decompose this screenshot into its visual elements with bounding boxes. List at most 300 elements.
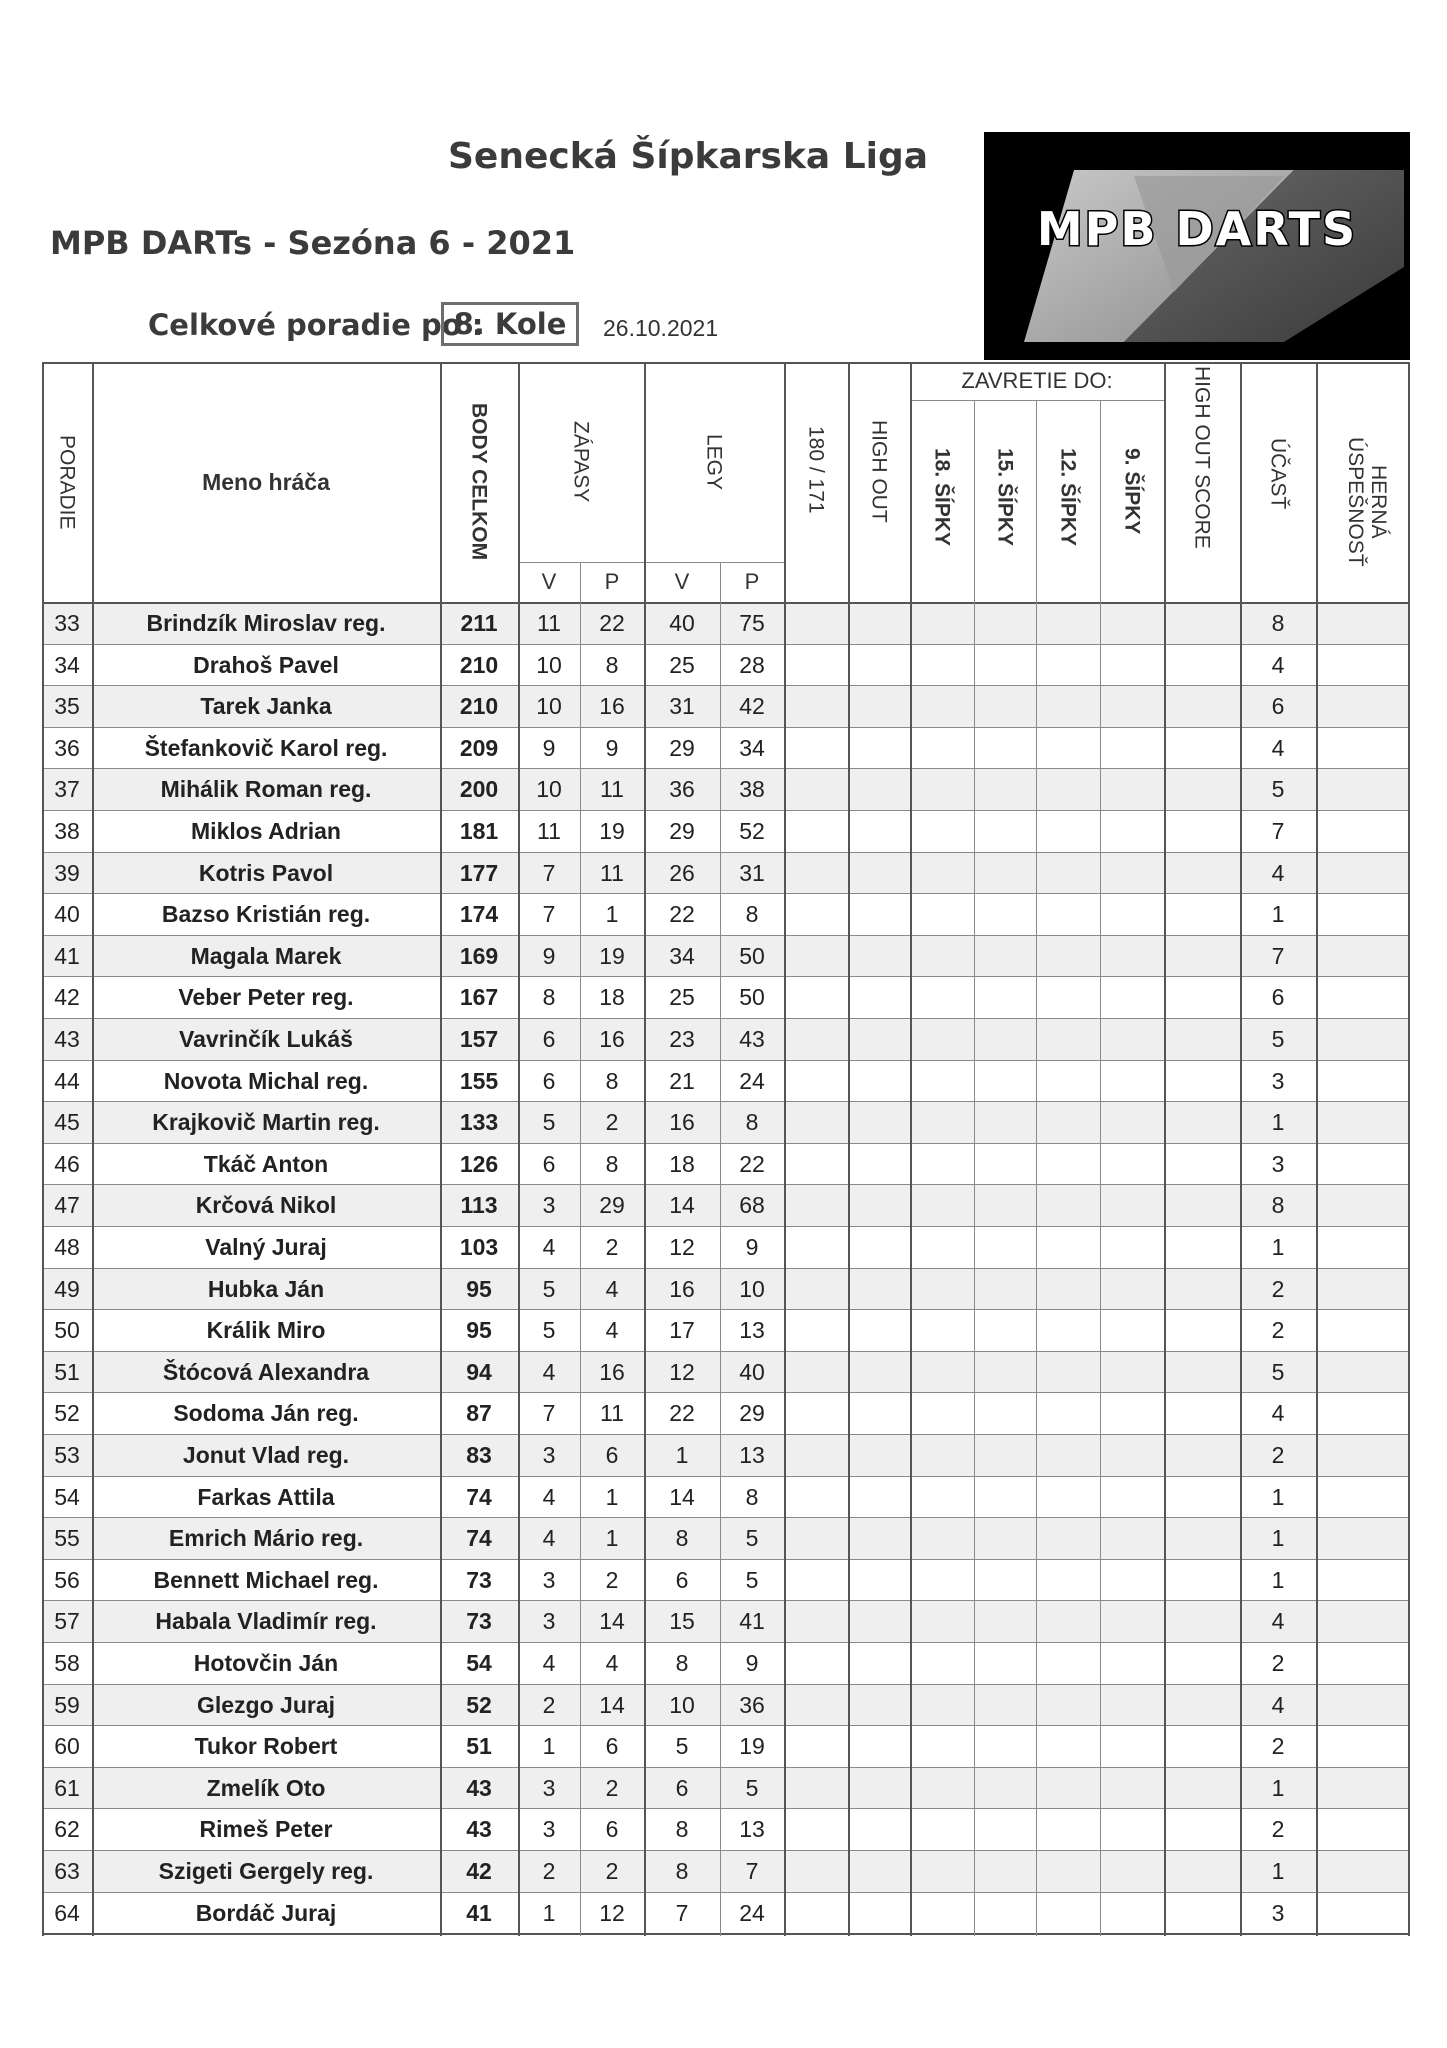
table-row: [42, 893, 1408, 935]
cell-rank: 42: [54, 984, 80, 1011]
cell-lp: 24: [739, 1899, 765, 1926]
cell-points: 200: [459, 776, 499, 803]
table-row: [42, 727, 1408, 769]
page-title: Senecká Šípkarska Liga: [448, 136, 929, 177]
cell-rank: 60: [54, 1733, 80, 1760]
cell-points: 43: [466, 1774, 492, 1801]
cell-ucast: 4: [1271, 734, 1285, 761]
cell-ucast: 6: [1271, 984, 1285, 1011]
cell-mp: 14: [599, 1691, 625, 1718]
cell-name: Bordáč Juraj: [195, 1899, 337, 1926]
cell-rank: 40: [54, 901, 80, 928]
header-legs-won: V: [674, 569, 690, 594]
cell-name: Jonut Vlad reg.: [182, 1442, 350, 1468]
cell-mv: 4: [542, 1483, 556, 1510]
cell-lv: 6: [675, 1774, 689, 1801]
table-row: [42, 976, 1408, 1018]
cell-name: Habala Vladimír reg.: [155, 1608, 377, 1635]
table-row: [42, 1808, 1408, 1850]
cell-points: 210: [459, 651, 499, 678]
cell-points: 167: [459, 984, 499, 1011]
cell-lp: 43: [739, 1026, 765, 1052]
table-row: [42, 1309, 1408, 1351]
cell-mv: 8: [542, 984, 556, 1011]
cell-lp: 36: [739, 1691, 765, 1718]
cell-mv: 10: [536, 651, 562, 678]
cell-lv: 6: [675, 1566, 689, 1593]
cell-ucast: 1: [1271, 1525, 1285, 1552]
cell-rank: 61: [54, 1774, 80, 1801]
header-highout: HIGH OUT: [867, 420, 891, 523]
table-row: [42, 1143, 1408, 1185]
cell-lp: 10: [739, 1275, 765, 1302]
cell-ucast: 1: [1271, 1566, 1285, 1593]
cell-ucast: 3: [1271, 1150, 1285, 1177]
cell-ucast: 4: [1271, 1691, 1285, 1718]
cell-ucast: 5: [1271, 1026, 1285, 1052]
header-9-darts: 9. ŠÍPKY: [1120, 448, 1144, 535]
cell-lv: 23: [669, 1026, 695, 1052]
header-180: 180 / 171: [804, 426, 828, 514]
cell-mp: 16: [599, 693, 625, 720]
cell-lp: 5: [745, 1566, 759, 1593]
cell-lp: 13: [739, 1816, 765, 1843]
cell-mv: 7: [542, 901, 556, 928]
cell-mp: 9: [605, 734, 619, 761]
cell-rank: 49: [54, 1275, 80, 1302]
cell-rank: 52: [54, 1400, 80, 1427]
cell-rank: 50: [54, 1317, 80, 1344]
cell-lv: 22: [669, 901, 695, 928]
cell-lp: 8: [745, 901, 759, 928]
cell-lp: 8: [745, 1483, 759, 1510]
cell-lv: 25: [669, 651, 695, 678]
table-row: [42, 935, 1408, 977]
cell-rank: 36: [54, 734, 80, 761]
cell-lv: 12: [669, 1234, 695, 1260]
cell-lp: 5: [745, 1774, 759, 1801]
cell-points: 74: [466, 1525, 492, 1552]
cell-mv: 3: [542, 1566, 556, 1593]
cell-mp: 29: [599, 1192, 625, 1219]
cell-name: Zmelík Oto: [206, 1774, 326, 1801]
cell-mv: 3: [542, 1608, 556, 1635]
cell-rank: 37: [54, 776, 80, 803]
cell-points: 157: [459, 1026, 499, 1052]
cell-ucast: 1: [1271, 1858, 1285, 1884]
cell-points: 41: [466, 1899, 492, 1926]
cell-ucast: 4: [1271, 859, 1285, 886]
table-row: [42, 1517, 1408, 1559]
cell-ucast: 2: [1271, 1650, 1285, 1676]
table-row: [42, 1101, 1408, 1143]
cell-ucast: 5: [1271, 776, 1285, 803]
cell-points: 94: [466, 1358, 492, 1385]
cell-name: Veber Peter reg.: [178, 984, 354, 1011]
cell-mp: 14: [599, 1608, 625, 1635]
cell-lp: 28: [739, 651, 765, 678]
cell-points: 113: [460, 1192, 498, 1219]
cell-mp: 1: [605, 901, 619, 928]
cell-ucast: 3: [1271, 1899, 1285, 1926]
standings-table: [42, 362, 1408, 1936]
cell-mp: 8: [605, 1067, 619, 1094]
cell-mp: 2: [605, 1109, 619, 1136]
cell-points: 181: [459, 818, 499, 844]
cell-lv: 29: [669, 734, 695, 761]
cell-lp: 7: [745, 1858, 759, 1884]
cell-ucast: 7: [1271, 818, 1285, 844]
cell-rank: 55: [54, 1525, 80, 1552]
header-legs: LEGY: [702, 433, 726, 491]
cell-points: 126: [459, 1150, 499, 1177]
cell-lv: 18: [669, 1150, 695, 1177]
cell-rank: 57: [54, 1608, 80, 1635]
cell-lv: 8: [675, 1816, 689, 1843]
table-row: [42, 768, 1408, 810]
cell-lv: 36: [669, 776, 695, 803]
cell-name: Krčová Nikol: [195, 1192, 337, 1219]
cell-lv: 15: [669, 1608, 695, 1635]
cell-name: Hotovčin Ján: [193, 1650, 339, 1676]
cell-ucast: 4: [1271, 1400, 1285, 1427]
cell-lp: 41: [739, 1608, 765, 1635]
cell-name: Brindzík Miroslav reg.: [146, 610, 386, 636]
cell-points: 87: [466, 1400, 492, 1427]
table-row: [42, 1642, 1408, 1684]
cell-points: 52: [466, 1691, 492, 1718]
cell-lv: 7: [675, 1899, 689, 1926]
cell-mv: 3: [542, 1192, 556, 1219]
cell-lv: 8: [675, 1525, 689, 1552]
cell-lv: 17: [669, 1317, 695, 1344]
mpb-darts-logo: [984, 132, 1410, 360]
cell-mv: 6: [542, 1150, 556, 1177]
cell-points: 42: [466, 1858, 492, 1884]
cell-lv: 26: [669, 859, 695, 886]
cell-rank: 62: [54, 1816, 80, 1843]
cell-mp: 19: [599, 818, 625, 844]
cell-mv: 2: [542, 1858, 556, 1884]
cell-rank: 56: [54, 1566, 80, 1593]
header-close-group: ZAVRETIE DO:: [961, 368, 1113, 393]
header-rank: PORADIE: [55, 434, 79, 530]
cell-lp: 9: [745, 1650, 759, 1676]
cell-lp: 34: [739, 734, 765, 761]
cell-mp: 2: [605, 1566, 619, 1593]
header-attendance: ÚČASŤ: [1266, 438, 1290, 510]
cell-mv: 5: [542, 1275, 556, 1302]
cell-lp: 50: [739, 942, 765, 969]
cell-mv: 5: [542, 1317, 556, 1344]
table-row: [42, 1184, 1408, 1226]
cell-mp: 4: [605, 1650, 619, 1676]
cell-lv: 31: [669, 693, 695, 720]
cell-name: Tukor Robert: [194, 1733, 338, 1760]
cell-lv: 16: [669, 1275, 695, 1302]
cell-points: 73: [466, 1608, 492, 1635]
cell-rank: 47: [54, 1192, 80, 1219]
cell-lp: 31: [739, 859, 765, 886]
table-row: [42, 644, 1408, 686]
cell-rank: 48: [54, 1234, 80, 1260]
cell-lv: 29: [669, 818, 695, 844]
table-row: [42, 1892, 1408, 1934]
cell-ucast: 7: [1271, 942, 1285, 969]
table-row: [42, 602, 1408, 644]
cell-points: 95: [466, 1275, 492, 1302]
table-row: [42, 1476, 1408, 1518]
cell-lv: 8: [675, 1650, 689, 1676]
cell-ucast: 1: [1271, 901, 1285, 928]
cell-lp: 50: [739, 984, 765, 1011]
cell-rank: 45: [54, 1109, 80, 1136]
cell-lp: 29: [739, 1400, 765, 1427]
cell-name: Vavrinčík Lukáš: [179, 1026, 353, 1052]
cell-ucast: 2: [1271, 1733, 1285, 1760]
cell-name: Magala Marek: [190, 942, 342, 969]
cell-mp: 6: [605, 1442, 619, 1468]
cell-rank: 46: [54, 1150, 80, 1177]
cell-mv: 7: [542, 859, 556, 886]
cell-ucast: 3: [1271, 1067, 1285, 1094]
cell-name: Štócová Alexandra: [162, 1358, 370, 1385]
cell-mv: 1: [542, 1733, 556, 1760]
cell-ucast: 2: [1271, 1816, 1285, 1843]
cell-mv: 4: [542, 1234, 556, 1260]
cell-lp: 13: [739, 1317, 765, 1344]
cell-ucast: 8: [1271, 610, 1285, 636]
cell-ucast: 6: [1271, 693, 1285, 720]
cell-ucast: 2: [1271, 1442, 1285, 1468]
cell-name: Sodoma Ján reg.: [173, 1400, 359, 1427]
cell-points: 73: [466, 1566, 492, 1593]
round-label: Celkové poradie po :: [148, 308, 484, 342]
cell-mv: 3: [542, 1774, 556, 1801]
cell-name: Mihálik Roman reg.: [160, 776, 372, 803]
cell-name: Tkáč Anton: [203, 1150, 329, 1177]
cell-ucast: 4: [1271, 651, 1285, 678]
cell-rank: 39: [54, 859, 80, 886]
cell-points: 133: [459, 1109, 499, 1136]
cell-mv: 10: [536, 693, 562, 720]
cell-name: Emrich Mário reg.: [168, 1525, 364, 1552]
cell-lp: 24: [739, 1067, 765, 1094]
cell-lv: 34: [669, 942, 695, 969]
cell-lv: 16: [669, 1109, 695, 1136]
cell-name: Štefankovič Karol reg.: [144, 734, 388, 761]
cell-name: Drahoš Pavel: [193, 651, 339, 678]
header-12-darts: 12. ŠÍPKY: [1056, 448, 1080, 547]
table-row: [42, 1600, 1408, 1642]
cell-lp: 40: [739, 1358, 765, 1385]
table-row: [42, 1725, 1408, 1767]
cell-mv: 1: [542, 1899, 556, 1926]
table-row: [42, 1434, 1408, 1476]
cell-lp: 13: [739, 1442, 765, 1468]
cell-lv: 5: [675, 1733, 689, 1760]
cell-lv: 14: [669, 1192, 695, 1219]
cell-mp: 2: [605, 1858, 619, 1884]
cell-mv: 9: [542, 734, 556, 761]
cell-name: Krajkovič Martin reg.: [152, 1109, 380, 1136]
cell-rank: 43: [54, 1026, 80, 1052]
cell-points: 43: [466, 1816, 492, 1843]
round-value: 8. Kole: [441, 302, 579, 346]
cell-mp: 19: [599, 942, 625, 969]
cell-lv: 8: [675, 1858, 689, 1884]
header-15-darts: 15. ŠÍPKY: [993, 448, 1017, 547]
cell-mv: 5: [542, 1109, 556, 1136]
cell-points: 54: [466, 1650, 492, 1676]
cell-lv: 10: [669, 1691, 695, 1718]
cell-lp: 38: [739, 776, 765, 803]
cell-name: Valný Juraj: [205, 1234, 327, 1260]
table-row: [42, 1226, 1408, 1268]
header-matches-won: V: [541, 569, 557, 594]
cell-rank: 41: [54, 942, 80, 969]
cell-mp: 1: [605, 1483, 619, 1510]
cell-mv: 6: [542, 1067, 556, 1094]
table-row: [42, 852, 1408, 894]
cell-mp: 8: [605, 651, 619, 678]
cell-mp: 2: [605, 1774, 619, 1801]
cell-lv: 22: [669, 1400, 695, 1427]
cell-ucast: 5: [1271, 1358, 1285, 1385]
table-row: [42, 1018, 1408, 1060]
cell-ucast: 1: [1271, 1109, 1285, 1136]
cell-lp: 22: [739, 1150, 765, 1177]
cell-mv: 3: [542, 1816, 556, 1843]
cell-mp: 16: [599, 1358, 625, 1385]
header-legs-lost: P: [744, 569, 760, 594]
cell-mv: 4: [542, 1650, 556, 1676]
cell-points: 95: [466, 1317, 492, 1344]
cell-mv: 10: [536, 776, 562, 803]
cell-name: Rimeš Peter: [199, 1816, 333, 1843]
cell-name: Bennett Michael reg.: [153, 1566, 379, 1593]
cell-points: 103: [459, 1234, 499, 1260]
cell-mp: 12: [599, 1899, 625, 1926]
cell-mp: 4: [605, 1317, 619, 1344]
cell-rank: 51: [54, 1358, 80, 1385]
cell-ucast: 4: [1271, 1608, 1285, 1635]
table-row: [42, 685, 1408, 727]
cell-name: Hubka Ján: [207, 1275, 325, 1302]
cell-name: Bazso Kristián reg.: [161, 901, 371, 928]
cell-rank: 59: [54, 1691, 80, 1718]
table-row: [42, 1767, 1408, 1809]
cell-rank: 34: [54, 651, 80, 678]
cell-points: 211: [460, 610, 498, 636]
cell-mv: 9: [542, 942, 556, 969]
cell-ucast: 1: [1271, 1234, 1285, 1260]
cell-rank: 35: [54, 693, 80, 720]
header-matches: ZÁPASY: [569, 421, 593, 503]
cell-rank: 64: [54, 1899, 80, 1926]
cell-mp: 11: [600, 776, 624, 803]
cell-lv: 40: [669, 610, 695, 636]
cell-rank: 54: [54, 1483, 80, 1510]
cell-mp: 2: [605, 1234, 619, 1260]
cell-mv: 11: [537, 818, 561, 844]
table-row: [42, 1559, 1408, 1601]
cell-points: 174: [459, 901, 499, 928]
cell-points: 210: [459, 693, 499, 720]
cell-mp: 11: [600, 859, 624, 886]
cell-mv: 3: [542, 1442, 556, 1468]
cell-points: 169: [459, 942, 499, 969]
cell-ucast: 2: [1271, 1317, 1285, 1344]
cell-mv: 4: [542, 1358, 556, 1385]
cell-rank: 44: [54, 1067, 80, 1094]
cell-lp: 42: [739, 693, 765, 720]
cell-lp: 9: [745, 1234, 759, 1260]
cell-lv: 25: [669, 984, 695, 1011]
cell-lp: 5: [745, 1525, 759, 1552]
round-date: 26.10.2021: [603, 315, 719, 341]
cell-points: 74: [466, 1483, 492, 1510]
cell-name: Miklos Adrian: [191, 818, 341, 844]
cell-lp: 19: [739, 1733, 765, 1760]
table-row: [42, 810, 1408, 852]
cell-lv: 21: [669, 1067, 695, 1094]
cell-ucast: 1: [1271, 1483, 1285, 1510]
cell-name: Szigeti Gergely reg.: [158, 1858, 374, 1884]
header-highout-score: HIGH OUT SCORE: [1190, 366, 1214, 549]
cell-mv: 2: [542, 1691, 556, 1718]
cell-points: 209: [459, 734, 499, 761]
logo-text: MPB DARTS: [1036, 202, 1358, 256]
cell-mp: 4: [605, 1275, 619, 1302]
table-row: [42, 1850, 1408, 1892]
cell-mv: 4: [542, 1525, 556, 1552]
table-row: [42, 1684, 1408, 1726]
cell-mv: 11: [537, 610, 561, 636]
cell-lp: 52: [739, 818, 765, 844]
cell-rank: 33: [54, 610, 80, 636]
cell-lp: 75: [739, 610, 765, 636]
cell-mv: 7: [542, 1400, 556, 1427]
cell-name: Farkas Attila: [197, 1483, 335, 1510]
header-points: BODY CELKOM: [467, 403, 491, 561]
cell-name: Tarek Janka: [200, 693, 332, 720]
cell-lv: 14: [669, 1483, 695, 1510]
cell-lv: 12: [669, 1358, 695, 1385]
table-row: [42, 1268, 1408, 1310]
header-name: Meno hráča: [202, 468, 330, 495]
cell-points: 51: [466, 1733, 492, 1760]
header-success: HERNÁ ÚSPEŠNOSŤ: [1343, 437, 1390, 567]
cell-rank: 53: [54, 1442, 80, 1468]
cell-lv: 1: [675, 1442, 689, 1468]
cell-mp: 1: [605, 1525, 619, 1552]
cell-mp: 6: [605, 1816, 619, 1843]
cell-mp: 18: [599, 984, 625, 1011]
cell-name: Novota Michal reg.: [163, 1067, 369, 1094]
cell-name: Králik Miro: [206, 1317, 326, 1344]
table-row: [42, 1060, 1408, 1102]
cell-rank: 58: [54, 1650, 80, 1676]
cell-points: 177: [459, 859, 499, 886]
cell-mp: 6: [605, 1733, 619, 1760]
cell-points: 155: [459, 1067, 499, 1094]
header-18-darts: 18. ŠÍPKY: [930, 448, 954, 547]
table-row: [42, 1351, 1408, 1393]
cell-points: 83: [466, 1442, 492, 1468]
cell-rank: 63: [54, 1858, 80, 1884]
cell-mv: 6: [542, 1026, 556, 1052]
